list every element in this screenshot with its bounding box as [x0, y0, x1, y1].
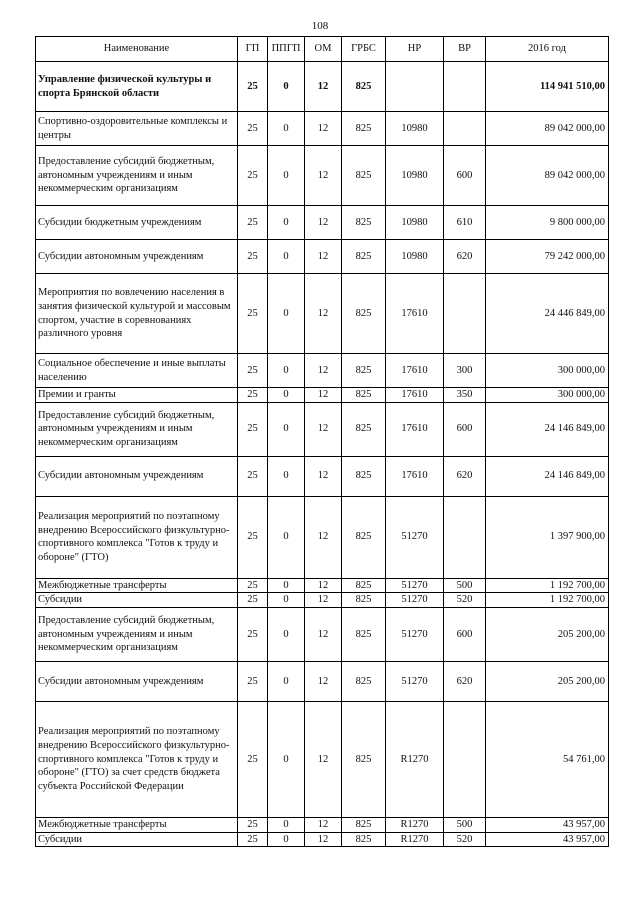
row-ppgp: 0: [268, 240, 305, 274]
row-name: Межбюджетные трансферты: [36, 578, 238, 593]
row-name: Управление физической культуры и спорта Брянской области: [36, 62, 238, 112]
row-vr: [444, 112, 486, 146]
row-grbs: 825: [342, 607, 386, 661]
row-gp: 25: [238, 456, 268, 496]
row-name: Субсидии автономным учреждениям: [36, 661, 238, 701]
row-nr: 51270: [386, 593, 444, 608]
row-name: Субсидии: [36, 832, 238, 847]
table-row: [36, 832, 609, 847]
row-om: 12: [305, 832, 342, 847]
row-gp: 25: [238, 832, 268, 847]
row-vr: 600: [444, 402, 486, 456]
row-gp: 25: [238, 206, 268, 240]
header-vr: ВР: [444, 37, 486, 62]
row-nr: 17610: [386, 354, 444, 388]
row-gp: 25: [238, 578, 268, 593]
row-ppgp: 0: [268, 354, 305, 388]
row-nr: [386, 62, 444, 112]
row-om: 12: [305, 240, 342, 274]
header-gp: ГП: [238, 37, 268, 62]
row-om: 12: [305, 388, 342, 403]
row-ppgp: 0: [268, 607, 305, 661]
header-year: 2016 год: [486, 37, 609, 62]
row-gp: 25: [238, 607, 268, 661]
row-ppgp: 0: [268, 274, 305, 354]
row-vr: [444, 62, 486, 112]
row-name: Социальное обеспечение и иные выплаты населению: [36, 354, 238, 388]
row-grbs: 825: [342, 661, 386, 701]
row-name: Реализация мероприятий по поэтапному внедрению Всероссийского физкультурно-спортивного комплекса "Готов к труду и обороне" (ГТО) за счет средств бюджета субъекта Российской Федерации: [36, 701, 238, 817]
row-vr: 620: [444, 661, 486, 701]
row-amount: 1 192 700,00: [486, 593, 609, 608]
row-name: Реализация мероприятий по поэтапному внедрению Всероссийского физкультурно-спортивного комплекса "Готов к труду и обороне" (ГТО): [36, 496, 238, 578]
row-grbs: 825: [342, 402, 386, 456]
row-grbs: 825: [342, 578, 386, 593]
row-om: 12: [305, 62, 342, 112]
row-nr: 51270: [386, 661, 444, 701]
row-nr: 17610: [386, 274, 444, 354]
row-amount: 43 957,00: [486, 817, 609, 832]
table-row: [36, 661, 609, 701]
row-gp: 25: [238, 274, 268, 354]
row-name: Субсидии автономным учреждениям: [36, 240, 238, 274]
row-amount: 24 146 849,00: [486, 456, 609, 496]
row-name: Предоставление субсидий бюджетным, автономным учреждениям и иным некоммерческим организациям: [36, 402, 238, 456]
header-om: ОМ: [305, 37, 342, 62]
row-name: Предоставление субсидий бюджетным, автономным учреждениям и иным некоммерческим организациям: [36, 146, 238, 206]
row-nr: R1270: [386, 701, 444, 817]
row-ppgp: 0: [268, 496, 305, 578]
table-row: [36, 817, 609, 832]
row-om: 12: [305, 206, 342, 240]
row-grbs: 825: [342, 62, 386, 112]
row-vr: 500: [444, 817, 486, 832]
row-grbs: 825: [342, 274, 386, 354]
row-gp: 25: [238, 240, 268, 274]
row-ppgp: 0: [268, 388, 305, 403]
row-om: 12: [305, 112, 342, 146]
row-vr: 520: [444, 593, 486, 608]
row-grbs: 825: [342, 240, 386, 274]
row-om: 12: [305, 146, 342, 206]
row-amount: 205 200,00: [486, 607, 609, 661]
table-row: [36, 354, 609, 388]
row-vr: 610: [444, 206, 486, 240]
row-grbs: 825: [342, 456, 386, 496]
row-nr: 10980: [386, 206, 444, 240]
row-gp: 25: [238, 146, 268, 206]
table-row: [36, 206, 609, 240]
table-row: [36, 274, 609, 354]
table-row: [36, 112, 609, 146]
row-name: Мероприятия по вовлечению населения в занятия физической культурой и массовым спортом, участие в соревнованиях различного уровня: [36, 274, 238, 354]
row-om: 12: [305, 274, 342, 354]
row-grbs: 825: [342, 206, 386, 240]
row-gp: 25: [238, 701, 268, 817]
row-amount: 1 397 900,00: [486, 496, 609, 578]
row-vr: 620: [444, 456, 486, 496]
row-amount: 9 800 000,00: [486, 206, 609, 240]
table-header-row: [36, 37, 609, 62]
row-amount: 24 146 849,00: [486, 402, 609, 456]
row-amount: 89 042 000,00: [486, 146, 609, 206]
header-name: Наименование: [36, 37, 238, 62]
row-om: 12: [305, 402, 342, 456]
row-amount: 300 000,00: [486, 354, 609, 388]
row-name: Межбюджетные трансферты: [36, 817, 238, 832]
row-gp: 25: [238, 402, 268, 456]
table-row: [36, 388, 609, 403]
row-gp: 25: [238, 112, 268, 146]
row-nr: 10980: [386, 146, 444, 206]
row-om: 12: [305, 354, 342, 388]
row-gp: 25: [238, 496, 268, 578]
budget-table: [35, 36, 609, 847]
row-name: Субсидии бюджетным учреждениям: [36, 206, 238, 240]
page-number: 108: [311, 20, 329, 32]
row-ppgp: 0: [268, 206, 305, 240]
row-grbs: 825: [342, 112, 386, 146]
row-amount: 54 761,00: [486, 701, 609, 817]
row-gp: 25: [238, 62, 268, 112]
row-om: 12: [305, 607, 342, 661]
row-name: Спортивно-оздоровительные комплексы и центры: [36, 112, 238, 146]
table-row: [36, 496, 609, 578]
row-vr: [444, 274, 486, 354]
row-vr: 300: [444, 354, 486, 388]
row-vr: 620: [444, 240, 486, 274]
row-amount: 114 941 510,00: [486, 62, 609, 112]
row-om: 12: [305, 701, 342, 817]
row-ppgp: 0: [268, 661, 305, 701]
row-name: Премии и гранты: [36, 388, 238, 403]
row-vr: 600: [444, 146, 486, 206]
row-grbs: 825: [342, 146, 386, 206]
row-grbs: 825: [342, 832, 386, 847]
row-amount: 43 957,00: [486, 832, 609, 847]
row-grbs: 825: [342, 817, 386, 832]
row-vr: [444, 701, 486, 817]
row-nr: 17610: [386, 456, 444, 496]
row-nr: 10980: [386, 240, 444, 274]
row-nr: 51270: [386, 578, 444, 593]
row-om: 12: [305, 817, 342, 832]
row-vr: 350: [444, 388, 486, 403]
row-grbs: 825: [342, 496, 386, 578]
row-vr: 520: [444, 832, 486, 847]
row-amount: 89 042 000,00: [486, 112, 609, 146]
row-nr: 51270: [386, 607, 444, 661]
row-gp: 25: [238, 593, 268, 608]
row-amount: 24 446 849,00: [486, 274, 609, 354]
row-om: 12: [305, 496, 342, 578]
row-amount: 79 242 000,00: [486, 240, 609, 274]
row-gp: 25: [238, 817, 268, 832]
row-nr: R1270: [386, 832, 444, 847]
row-ppgp: 0: [268, 456, 305, 496]
row-vr: 600: [444, 607, 486, 661]
table-row: [36, 456, 609, 496]
row-ppgp: 0: [268, 62, 305, 112]
row-nr: 10980: [386, 112, 444, 146]
row-ppgp: 0: [268, 701, 305, 817]
row-om: 12: [305, 578, 342, 593]
row-ppgp: 0: [268, 593, 305, 608]
row-ppgp: 0: [268, 578, 305, 593]
row-ppgp: 0: [268, 146, 305, 206]
row-gp: 25: [238, 388, 268, 403]
table-row: [36, 240, 609, 274]
row-grbs: 825: [342, 354, 386, 388]
row-gp: 25: [238, 661, 268, 701]
row-om: 12: [305, 593, 342, 608]
header-nr: НР: [386, 37, 444, 62]
row-nr: 17610: [386, 388, 444, 403]
header-ppgp: ППГП: [268, 37, 305, 62]
table-row: [36, 578, 609, 593]
row-name: Субсидии: [36, 593, 238, 608]
row-nr: 51270: [386, 496, 444, 578]
row-vr: [444, 496, 486, 578]
header-grbs: ГРБС: [342, 37, 386, 62]
table-row: [36, 701, 609, 817]
row-amount: 205 200,00: [486, 661, 609, 701]
row-amount: 1 192 700,00: [486, 578, 609, 593]
row-ppgp: 0: [268, 402, 305, 456]
row-ppgp: 0: [268, 817, 305, 832]
table-row: [36, 593, 609, 608]
row-om: 12: [305, 661, 342, 701]
row-ppgp: 0: [268, 112, 305, 146]
row-vr: 500: [444, 578, 486, 593]
row-amount: 300 000,00: [486, 388, 609, 403]
row-name: Субсидии автономным учреждениям: [36, 456, 238, 496]
row-gp: 25: [238, 354, 268, 388]
table-row: [36, 402, 609, 456]
row-om: 12: [305, 456, 342, 496]
table-row: [36, 146, 609, 206]
row-ppgp: 0: [268, 832, 305, 847]
row-grbs: 825: [342, 701, 386, 817]
table-row: [36, 62, 609, 112]
row-grbs: 825: [342, 388, 386, 403]
row-nr: 17610: [386, 402, 444, 456]
table-row: [36, 607, 609, 661]
row-nr: R1270: [386, 817, 444, 832]
row-name: Предоставление субсидий бюджетным, автономным учреждениям и иным некоммерческим организациям: [36, 607, 238, 661]
row-grbs: 825: [342, 593, 386, 608]
